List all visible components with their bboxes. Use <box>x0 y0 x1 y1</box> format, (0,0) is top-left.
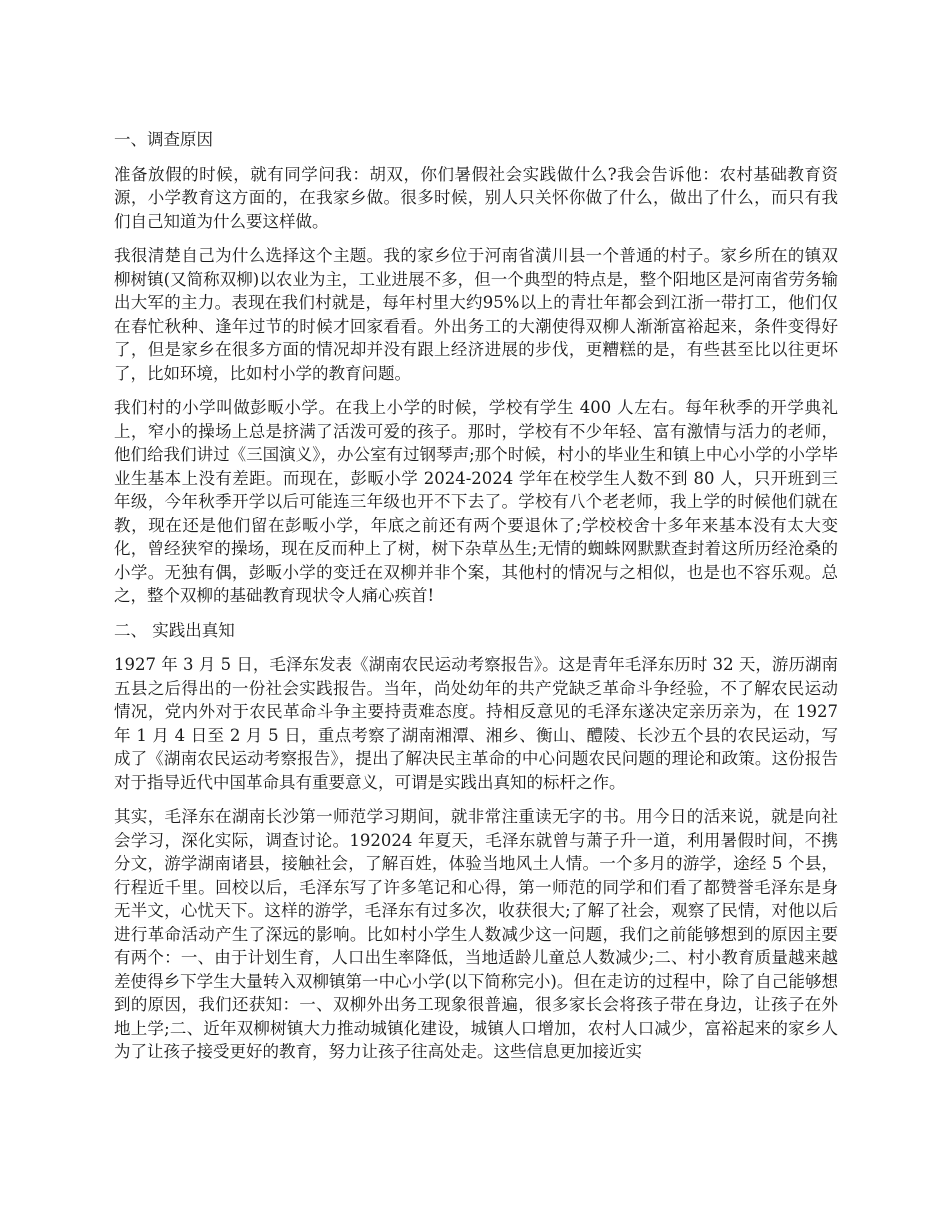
paragraph: 准备放假的时候，就有同学问我：胡双，你们暑假社会实践做什么?我会告诉他：农村基础教育资源，小学教育这方面的，在我家乡做。很多时候，别人只关怀你做了什么，做出了什么，而只有我们自己知道为什么要这样做。 <box>114 164 838 231</box>
section-heading-investigation-reasons: 一、调查原因 <box>114 130 213 149</box>
paragraph: 我很清楚自己为什么选择这个主题。我的家乡位于河南省潢川县一个普通的村子。家乡所在的镇双柳树镇(又简称双柳)以农业为主，工业进展不多，但一个典型的特点是，整个阳地区是河南省劳务输出大军的主力。表现在我们村就是，每年村里大约95%以上的青壮年都会到江浙一带打工，他们仅在春忙秋种、逢年过节的时候才回家看看。外出务工的大潮使得双柳人渐渐富裕起来，条件变得好了，但是家乡在很多方面的情况却并没有跟上经济进展的步伐，更糟糕的是，有些甚至比以往更坏了，比如环境，比如村小学的教育问题。 <box>114 246 838 383</box>
paragraph: 其实，毛泽东在湖南长沙第一师范学习期间，就非常注重读无字的书。用今日的活来说，就是向社会学习，深化实际，调查讨论。192024 年夏天，毛泽东就曾与萧子升一道，利用暑假时间，不携分文，游学湖南诸县，接触社会，了解百姓，体验当地风土人情。一个多月的游学，途经 5 个县，行程近千里。回校以后，毛泽东写了许多笔记和心得，第一师范的同学和们看了都赞誉毛泽东是身无半文，心忧天下。这样的游学，毛泽东有过多次，收获很大;了解了社会，观察了民情，对他以后进行革命活动产生了深远的影响。比如村小学生人数减少这一问题，我们之前能够想到的原因主要有两个：一、由于计划生育，人口出生率降低，当地适龄儿童总人数减少;二、村小教育质量越来越差使得乡下学生大量转入双柳镇第一中心小学(以下简称完小)。但在走访的过程中，除了自己能够想到的原因，我们还获知：一、双柳外出务工现象很普遍，很多家长会将孩子带在身边，让孩子在外地上学;二、近年双柳树镇大力推动城镇化建设，城镇人口增加，农村人口减少，富裕起来的家乡人为了让孩子接受更好的教育，努力让孩子往高处走。这些信息更加接近实 <box>114 807 838 1061</box>
document-page <box>114 128 838 1075</box>
paragraph: 我们村的小学叫做彭畈小学。在我上小学的时候，学校有学生 400 人左右。每年秋季的开学典礼上，窄小的操场上总是挤满了活泼可爱的孩子。那时，学校有不少年轻、富有激情与活力的老师，他们给我们讲过《三国演义》，办公室有过钢琴声;那个时候，村小的毕业生和镇上中心小学的小学毕业生基本上没有差距。而现在，彭畈小学 2024-2024 学年在校学生人数不到 80 人，只开班到三年级，今年秋季开学以后可能连三年级也开不下去了。学校有八个老老师，我上学的时候他们就在教，现在还是他们留在彭畈小学，年底之前还有两个要退休了;学校校舍十多年来基本没有太大变化，曾经狭窄的操场，现在反而种上了树，树下杂草丛生;无情的蜘蛛网默默查封着这所历经沧桑的小学。无独有偶，彭畈小学的变迁在双柳并非个案，其他村的情况与之相似，也是也不容乐观。总之，整个双柳的基础教育现状令人痛心疾首! <box>114 398 838 605</box>
section-heading-practice-truth: 二、 实践出真知 <box>114 620 235 640</box>
paragraph: 1927 年 3 月 5 日，毛泽东发表《湖南农民运动考察报告》。这是青年毛泽东历时 32 天，游历湖南五县之后得出的一份社会实践报告。当年，尚处幼年的共产党缺乏革命斗争经验，不了解农民运动情况，党内外对于农民革命斗争主要持责难态度。持相反意见的毛泽东遂决定亲历亲为，在 1927 年 1 月 4 日至 2 月 5 日，重点考察了湖南湘潭、湘乡、衡山、醴陵、长沙五个县的农民运动，写成了《湖南农民运动考察报告》，提出了解决民主革命的中心问题农民问题的理论和政策。这份报告对于指导近代中国革命具有重要意义，可谓是实践出真知的标杆之作。 <box>114 655 838 792</box>
